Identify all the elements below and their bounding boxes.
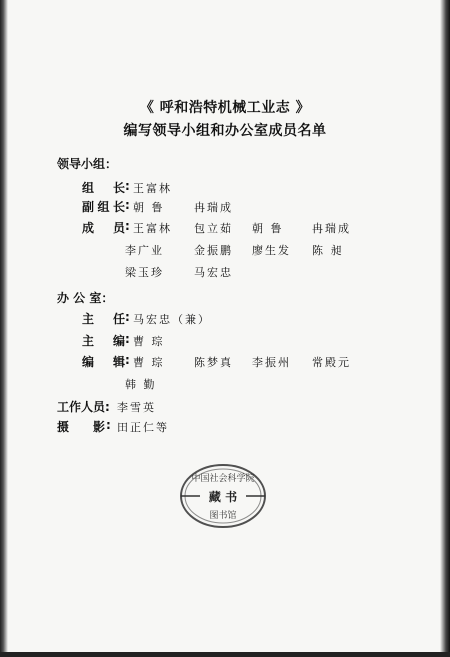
- person-name: 冉瑞成: [312, 222, 351, 235]
- stamp-middle-text: 藏 书: [208, 490, 238, 504]
- person-name: 常殿元: [312, 356, 351, 369]
- list-title: 编写领导小组和办公室成员名单: [123, 123, 327, 139]
- stamp-top-text: 中国社会科学院: [191, 474, 255, 484]
- person-name: 梁玉珍: [125, 266, 164, 279]
- role-label-director: 主 任: [82, 312, 125, 326]
- person-name: 朝 鲁: [252, 222, 284, 235]
- role-label-leader: 组 长: [82, 181, 125, 195]
- person-name: 廖生发: [252, 244, 291, 257]
- person-name: 王富林: [133, 182, 172, 195]
- person-name: 陈 昶: [312, 244, 344, 257]
- person-name: 包立茹: [194, 222, 233, 235]
- role-label-photography: 摄 影: [57, 420, 105, 434]
- scan-edge-bottom: [0, 652, 450, 657]
- colon: :: [125, 198, 130, 212]
- role-label-staff: 工作人员:: [57, 400, 110, 414]
- person-name: 曹 琮: [133, 335, 165, 348]
- person-name: 马宏忠（兼）: [133, 313, 211, 326]
- library-stamp: [178, 462, 268, 530]
- colon: :: [125, 353, 130, 367]
- person-name: 冉瑞成: [194, 201, 233, 214]
- person-name: 金振鹏: [194, 244, 233, 257]
- role-label-deputy: 副组长: [82, 200, 125, 214]
- person-name: 朝 鲁: [133, 201, 165, 214]
- section-heading-leadership: 领导小组：: [57, 157, 118, 171]
- person-name: 曹 琮: [133, 356, 165, 369]
- role-label-members: 成 员: [82, 221, 125, 235]
- colon: :: [106, 418, 111, 432]
- colon: :: [125, 179, 130, 193]
- person-name: 陈梦真: [194, 356, 233, 369]
- person-name: 韩 勤: [125, 378, 157, 391]
- section-heading-office: 办 公 室：: [57, 291, 114, 305]
- colon: :: [125, 219, 130, 233]
- colon: :: [125, 310, 130, 324]
- person-name: 田正仁等: [117, 421, 169, 434]
- person-name: 李雪英: [117, 401, 156, 414]
- person-name: 李振州: [252, 356, 291, 369]
- colon: :: [125, 332, 130, 346]
- stamp-bottom-text: 图书馆: [209, 511, 237, 521]
- person-name: 李广业: [125, 244, 164, 257]
- role-label-editors: 编 辑: [82, 355, 125, 369]
- person-name: 马宏忠: [194, 266, 233, 279]
- person-name: 王富林: [133, 222, 172, 235]
- book-title: 《 呼和浩特机械工业志 》: [139, 100, 311, 116]
- role-label-chief-editor: 主 编: [82, 334, 125, 348]
